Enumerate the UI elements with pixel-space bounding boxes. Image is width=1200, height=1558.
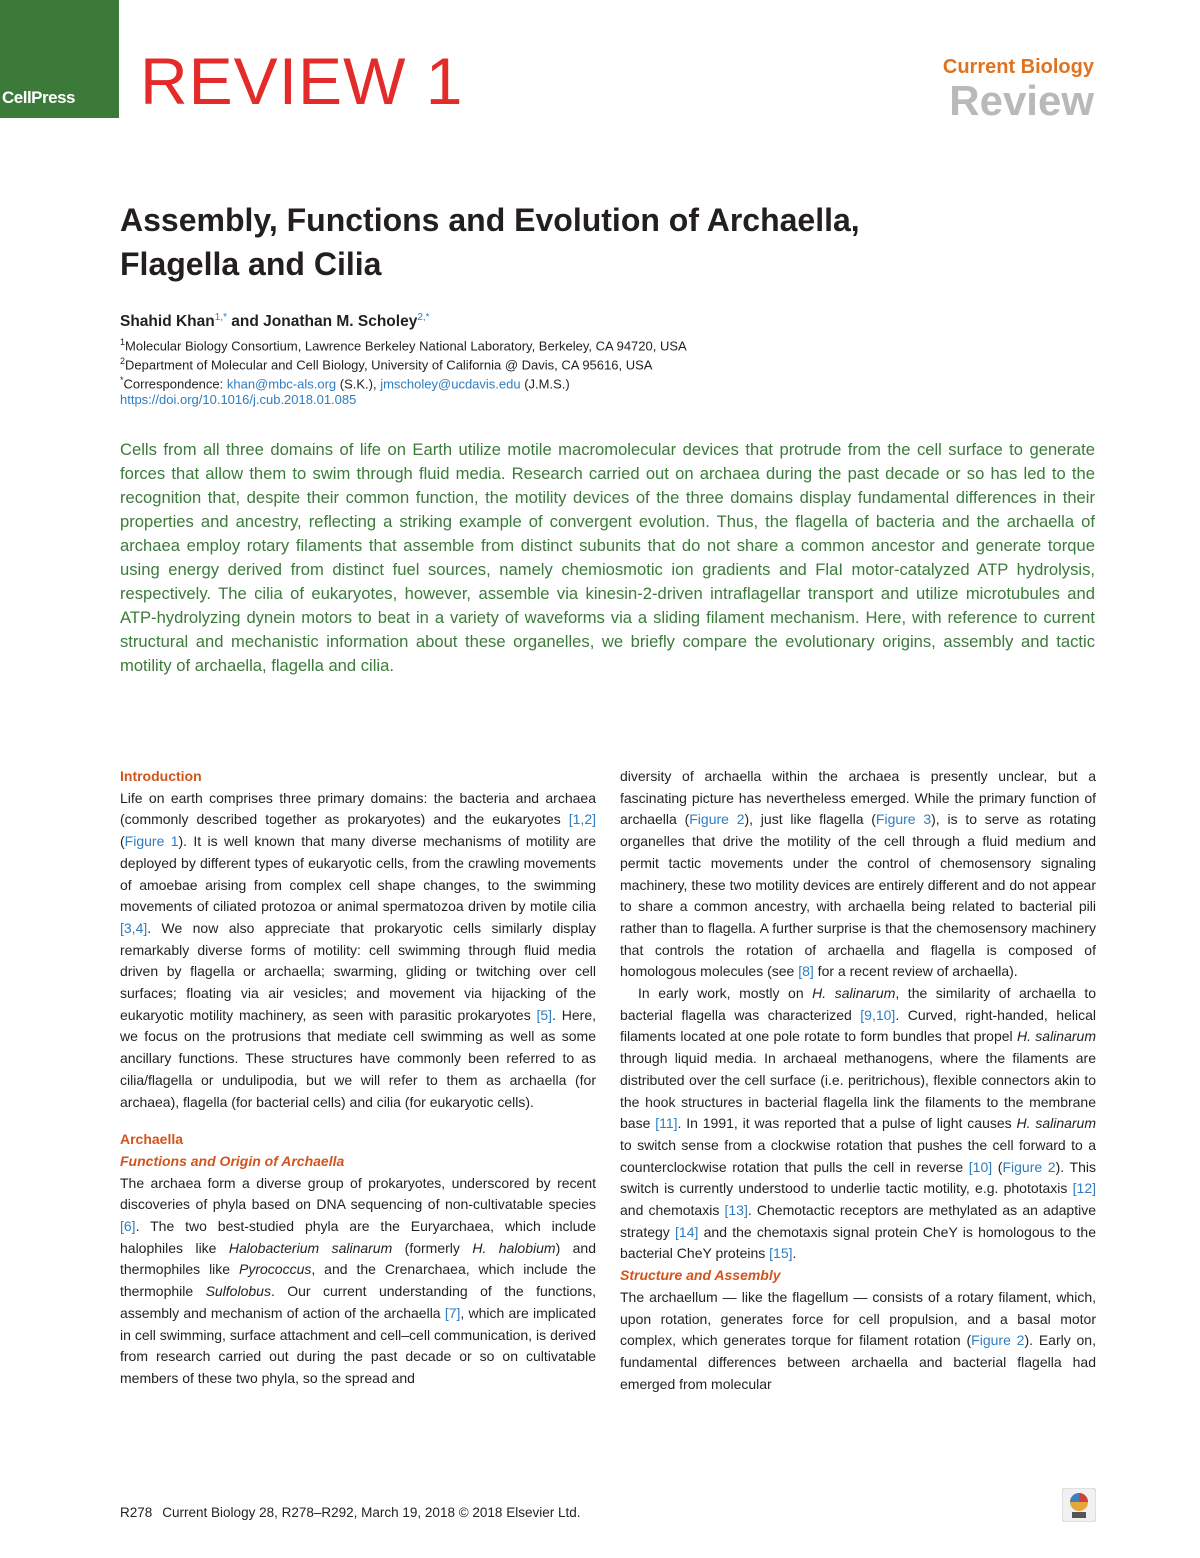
email-1-initials: (S.K.), [336, 376, 381, 392]
title-line-1: Assembly, Functions and Evolution of Archaella, [120, 202, 860, 238]
archaella-heading: Archaella [120, 1131, 184, 1148]
functions-subheading: Functions and Origin of Archaella [120, 1152, 345, 1169]
citation-link[interactable]: [1,2] [568, 811, 596, 828]
doi-link[interactable]: https://doi.org/10.1016/j.cub.2018.01.085 [120, 392, 357, 407]
archaella-continued-paragraph: diversity of archaella within the archaea is presently unclear, but a fascinating picture has nevertheless emerged. While the primary function of archaella (Figure 2), just like flagella (Figure 3), is to serve as rotating organelles that drive the motility of the cell through a fluid medium and permit tactic movements under the control of chemosensory signaling machinery, these two motility devices are entirely different and do not appear to share a common ancestry, with archaella being related to bacterial pili rather than to flagella. A further surprise is that the chemosensory machinery that controls the rotation of archaella and flagella is composed of homologous molecules (see [8] for a recent review of archaella). [620, 768, 1096, 980]
affiliation-1-number: 1 [120, 337, 126, 347]
structure-paragraph: The archaellum — like the flagellum — consists of a rotary filament, which, upon rotation, generates force for cell propulsion, and a basal motor complex, which generates torque for filament rotation (Figure 2). Early on, fundamental differences between archaella and bacterial flagella had emerged from molecular [620, 1288, 1096, 1392]
citation-link[interactable]: [15] [769, 1245, 793, 1262]
citation-link[interactable]: [5] [536, 1006, 553, 1023]
figure-link[interactable]: Figure 1 [124, 833, 179, 850]
author-1: Shahid Khan [120, 313, 215, 331]
introduction-paragraph: Life on earth comprises three primary domains: the bacteria and archaea (commonly described together as prokaryotes) and the eukaryotes [1,2] (Figure 1). It is well known that many diverse mechanisms of motility are deployed by different types of eukaryotic cells, from the crawling movements of amoebae arising from complex cell shape changes, to the swimming movements of ciliated protozoa or animal spermatozoa driven by motile cilia [3,4]. We now also appreciate that prokaryotic cells similarly display remarkably diverse forms of motility: cell swimming through fluid media driven by flagella or archaella; swarming, gliding or twitching over cell surfaces; floating via air vesicles; and movement via hijacking of the eukaryotic motility machinery, as seen with parasitic prokaryotes [5]. Here, we focus on the protrusions that mediate cell swimming as well as some ancillary functions. These structures have commonly been referred to as cilia/flagella or undulipodia, but we will refer to them as archaella (for archaea), flagella (for bacterial cells) and cilia (for eukaryotic cells). [120, 789, 597, 1110]
affiliation-2-text: Department of Molecular and Cell Biology, University of California @ Davis, CA 95616, USA [125, 357, 653, 373]
right-column [620, 766, 1096, 1395]
structure-subheading: Structure and Assembly [620, 1267, 781, 1284]
author-1-affiliation: 1,* [214, 312, 227, 323]
citation-link[interactable]: [12] [1072, 1180, 1096, 1197]
citation-link[interactable]: [9,10] [860, 1006, 896, 1023]
figure-link[interactable]: Figure 2 [971, 1332, 1025, 1349]
author-and: and [226, 313, 264, 331]
citation-link[interactable]: [14] [675, 1223, 699, 1240]
citation-link[interactable]: [3,4] [120, 919, 148, 936]
citation-link[interactable]: [7] [444, 1304, 461, 1321]
author-2-affiliation: 2,* [417, 312, 430, 323]
journal-name: Current Biology [942, 56, 1094, 78]
affiliation-1-text: Molecular Biology Consortium, Lawrence Berkeley National Laboratory, Berkeley, CA 94720, USA [125, 338, 687, 354]
citation-link[interactable]: [11] [655, 1115, 678, 1132]
section-label: Review [949, 77, 1094, 124]
title-line-2: Flagella and Cilia [120, 246, 382, 282]
affiliation-2-number: 2 [120, 356, 126, 366]
page-footer [120, 1505, 580, 1520]
citation-link[interactable]: [6] [120, 1218, 136, 1235]
citation-link[interactable]: [10] [968, 1158, 993, 1175]
cellpress-logo: CellPress [2, 88, 75, 107]
figure-link[interactable]: Figure 2 [1002, 1158, 1056, 1175]
abstract: Cells from all three domains of life on Earth utilize motile macromolecular devices that protrude from the cell surface to generate forces that allow them to swim through fluid media. Research carried out on archaea during the past decade or so has led to the recognition that, despite their common function, the motility devices of the three domains display fundamental differences in their properties and ancestry, reflecting a striking example of convergent evolution. Thus, the flagella of bacteria and the archaella of archaea employ rotary filaments that assemble from distinct subunits that do not share a common ancestor and generate torque using energy derived from distinct fuel sources, namely chemiosmotic ion gradients and FlaI motor-catalyzed ATP hydrolysis, respectively. The cilia of eukaryotes, however, assemble via kinesin-2-driven intraflagellar transport and utilize microtubules and ATP-hydrolyzing dynein motors to beat in a variety of waveforms via a sliding filament mechanism. Here, with reference to current structural and mechanistic information about these organelles, we briefly compare the evolutionary origins, assembly and tactic motility of archaella, flagella and cilia. [120, 440, 1095, 675]
citation-link[interactable]: [13] [724, 1202, 748, 1219]
figure-link[interactable]: Figure 3 [875, 811, 932, 828]
review-stamp: REVIEW 1 [140, 44, 464, 118]
publisher-tab [0, 0, 119, 118]
article-title [120, 198, 1100, 286]
introduction-heading: Introduction [120, 768, 202, 784]
figure-link[interactable]: Figure 2 [689, 811, 745, 828]
functions-paragraph: The archaea form a diverse group of prokaryotes, underscored by recent discoveries of phyla based on DNA sequencing of non-cultivatable species [6]. The two best-studied phyla are the Euryarchaea, which include halophiles like Halobacterium salinarum (formerly H. halobium) and thermophiles like Pyrococcus, and the Crenarchaea, which include the thermophile Sulfolobus. Our current understanding of the functions, assembly and mechanism of action of the archaella [7], which are implicated in cell swimming, surface attachment and cell–cell communication, is derived from research carried out during the past decade or so on cultivatable members of these two phyla, so the spread and [120, 1174, 597, 1386]
author-list [120, 312, 430, 331]
author-2: Jonathan M. Scholey [263, 313, 418, 331]
email-link-2[interactable]: jmscholey@ucdavis.edu [380, 376, 521, 392]
correspondence-mark: * [120, 375, 124, 385]
email-2-initials: (J.M.S.) [520, 376, 570, 392]
crossmark-icon[interactable] [1062, 1488, 1096, 1522]
left-column [120, 766, 596, 1390]
email-link-1[interactable]: khan@mbc-als.org [226, 376, 337, 392]
correspondence-label: Correspondence: [123, 376, 227, 392]
page-number: R278 [120, 1505, 153, 1520]
footer-citation: Current Biology 28, R278–R292, March 19, 2018 © 2018 Elsevier Ltd. [162, 1505, 581, 1520]
early-work-paragraph: In early work, mostly on H. salinarum, the similarity of archaella to bacterial flagella was characterized [9,10]. Curved, right-handed, helical filaments located at one pole rotate to form bundles that propel H. salinarum through liquid media. In archaeal methanogens, where the filaments are distributed over the cell surface (i.e. peritrichous), flexible connectors akin to the hook structures in bacterial flagella link the filaments to the membrane base [11]. In 1991, it was reported that a pulse of light causes H. salinarum to switch sense from a clockwise rotation that pushes the cell forward to a counterclockwise rotation that pulls the cell in reverse [10] (Figure 2). This switch is currently understood to underlie tactic motility, e.g. phototaxis [12] and chemotaxis [13]. Chemotactic receptors are methylated as an adaptive strategy [14] and the chemotaxis signal protein CheY is homologous to the bacterial CheY proteins [15]. [620, 985, 1097, 1262]
citation-link[interactable]: [8] [798, 963, 814, 980]
